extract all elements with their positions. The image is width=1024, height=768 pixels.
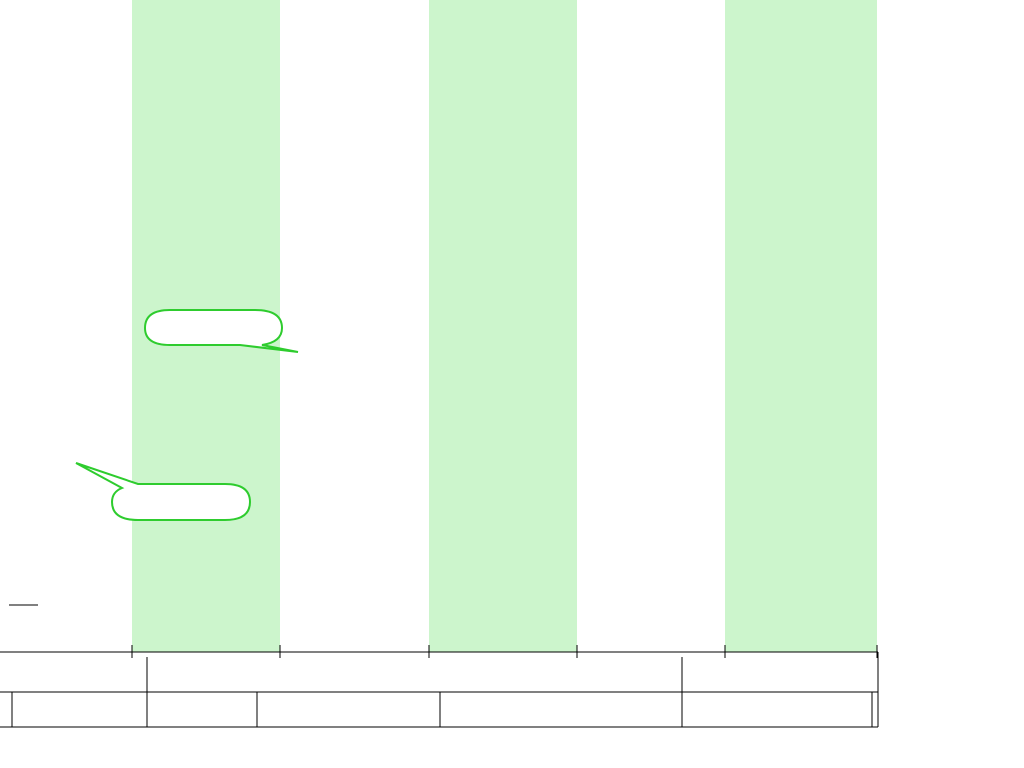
geologic-time-table bbox=[0, 652, 878, 727]
band-tertiary bbox=[725, 0, 877, 652]
band-cretaceous bbox=[429, 0, 577, 652]
